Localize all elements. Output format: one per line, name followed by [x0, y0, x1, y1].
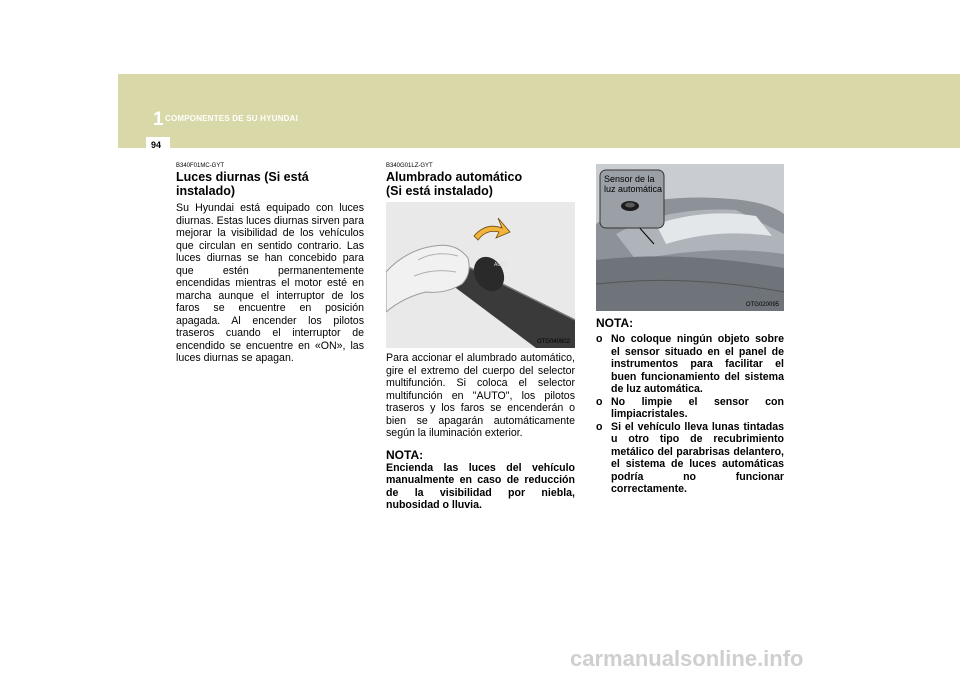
switch-illustration	[386, 202, 575, 348]
figure-multifunction-switch	[386, 202, 575, 348]
note-item	[596, 421, 784, 496]
note-list	[596, 333, 784, 496]
chapter-number: 1	[153, 109, 164, 130]
note-item	[596, 333, 784, 396]
section-heading-line: Alumbrado automático	[386, 170, 523, 184]
note-item-text: Si el vehículo lleva lunas tintadas u otro tipo de recubrimiento metálico del parabrisas delantero, el sistema de luces automáticas podría no funcionar correctamente.	[611, 420, 784, 495]
section-body: Su Hyundai está equipado con luces diurnas. Estas luces diurnas sirven para mejorar la visibilidad de los vehículos que circulan en sentido contrario. Las luces diurnas se han concebido para que estén permanentemente encendidas mientras el motor esté en marcha aunque el interruptor de los faros se encuentre en posición apagada. Al encender los pilotos traseros cuando el interruptor de encendido se encuentre en «ON», las luces diurnas se apagan.	[176, 202, 364, 364]
section-code: B340F01MC-GYT	[176, 163, 225, 169]
bullet: o	[596, 395, 603, 408]
svg-text:AUTO: AUTO	[494, 262, 508, 268]
sensor-label-line: luz automática	[604, 184, 663, 194]
sensor-label-line: Sensor de la	[604, 174, 655, 184]
figure-code: OTG020095	[745, 302, 779, 308]
section-sensor-notes	[596, 314, 784, 496]
figure-light-sensor	[596, 164, 784, 311]
section-body: Para accionar el alumbrado automático, gire el extremo del cuerpo del selector multifunción. Si coloca el selector multifunción en "AUTO", los pilotos traseros y los faros se encenderán o bien se apagarán automáticamente según la iluminación exterior.	[386, 352, 575, 439]
page-number: 94	[151, 140, 162, 150]
section-heading	[386, 170, 575, 198]
chapter-header-band	[118, 74, 960, 148]
sensor-callout-label	[604, 174, 662, 194]
section-auto-lighting	[386, 163, 575, 198]
note-title: NOTA:	[386, 447, 424, 462]
bullet: o	[596, 333, 603, 345]
figure-code: OTG040802	[536, 339, 570, 345]
section-heading-line: (Si está instalado)	[386, 184, 493, 198]
watermark: carmanualsonline.info	[570, 646, 804, 671]
chapter-title: COMPONENTES DE SU HYUNDAI	[165, 114, 299, 123]
bullet: o	[596, 420, 603, 433]
auto-lighting-text	[386, 352, 575, 512]
section-daytime-lights	[176, 163, 364, 365]
note-item	[596, 396, 784, 421]
note-body: Encienda las luces del vehículo manualmente en caso de reducción de la visibilidad por niebla, nubosidad o lluvia.	[386, 461, 575, 511]
section-code: B340G01LZ-GYT	[386, 163, 433, 169]
section-heading: Luces diurnas (Si está instalado)	[176, 170, 309, 198]
note-item-text: No limpie el sensor con limpiacristales.	[611, 395, 784, 420]
note-title: NOTA:	[596, 316, 634, 330]
note-item-text: No coloque ningún objeto sobre el sensor situado en el panel de instrumentos para facilitar el buen funcionamiento del sistema de luz automática.	[611, 333, 784, 395]
